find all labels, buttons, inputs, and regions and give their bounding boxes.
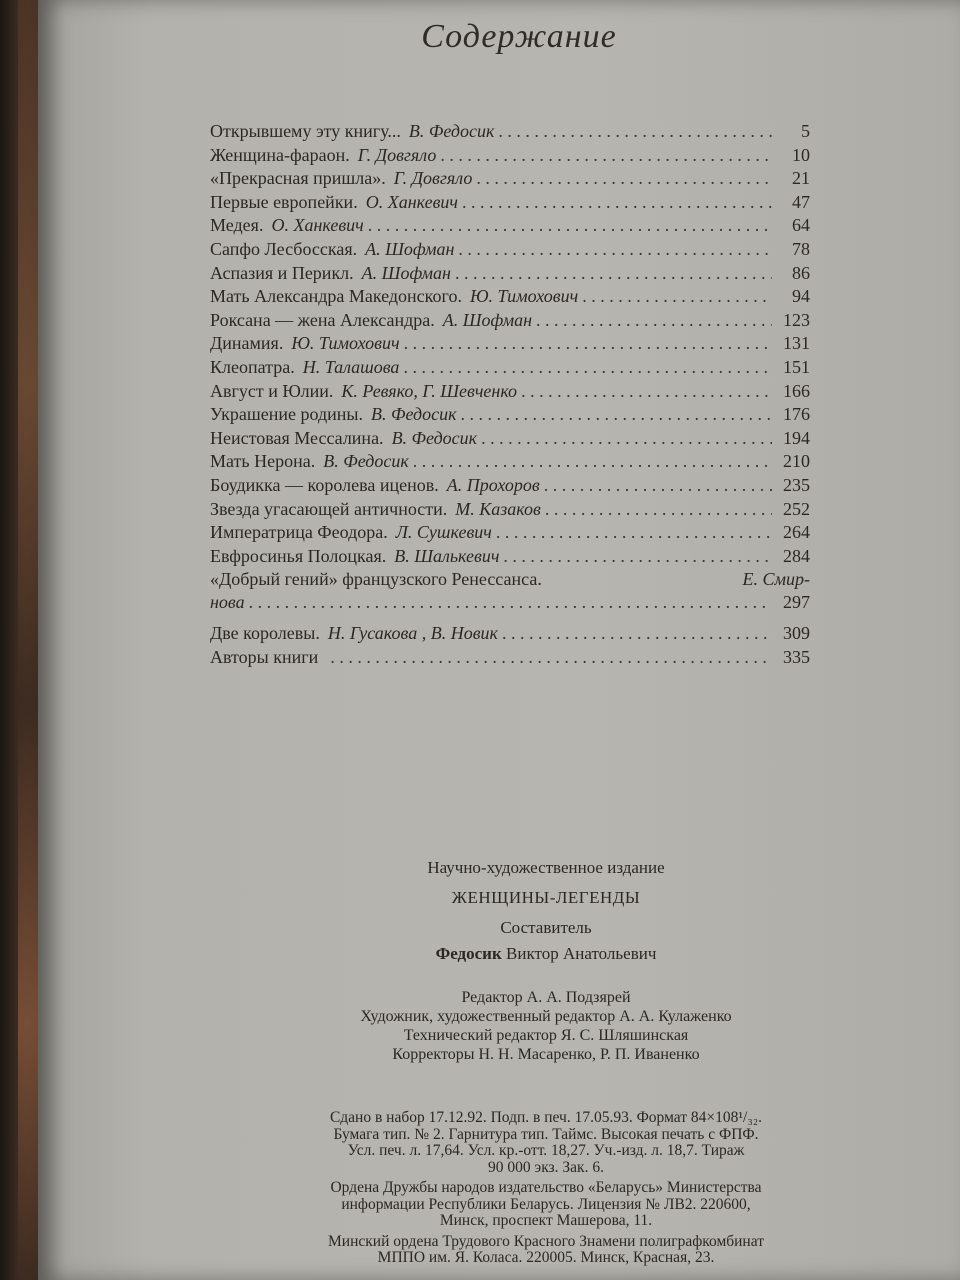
toc-entry-author: В. Федосик: [408, 121, 495, 141]
imprint-genre: Научно-художественное издание: [427, 858, 665, 877]
toc-leader-dots: [440, 144, 772, 166]
toc-entry-page: 5: [801, 121, 810, 141]
toc-entry-title: Украшение родины.: [210, 404, 363, 425]
toc-leader-dots: [582, 285, 772, 307]
toc-entry-title: Звезда угасающей античности.: [210, 498, 448, 519]
toc-entry: [210, 332, 810, 356]
toc-entry-author: В. Шалькевич: [394, 545, 500, 566]
toc-entry-page: 131: [783, 333, 810, 354]
toc-leader-dots: [404, 332, 772, 354]
toc-entry-author: В. Федосик: [371, 404, 457, 425]
toc-leader-dots: [458, 238, 772, 260]
print-detail-line: Усл. печ. л. 17,64. Усл. кр.-отт. 18,27. Уч.-изд. л. 18,7. Тираж: [347, 1142, 745, 1159]
printer-line: Минский ордена Трудового Красного Знамени полиграфкомбинат: [328, 1232, 764, 1250]
toc-entry-author: О. Ханкевич: [271, 215, 364, 236]
imprint-compiler-label: Составитель: [500, 918, 592, 937]
toc-entry-page: 10: [792, 144, 810, 165]
toc-entry-title: Открывшему эту книгу...: [210, 121, 401, 141]
cover-edge: [18, 0, 40, 1280]
toc-entry-page: 309: [783, 623, 810, 644]
toc-entry-title: Евфросинья Полоцкая.: [210, 545, 387, 566]
toc-entry-page: 166: [783, 380, 810, 401]
imprint-staff: [132, 988, 960, 1064]
toc-leader-dots: [413, 450, 772, 472]
toc-entry: [210, 545, 810, 569]
book-page: [38, 0, 960, 1280]
toc-entry-page: 86: [792, 262, 810, 283]
toc-entry-author-continued: нова: [210, 592, 245, 613]
toc-entry-page: 297: [783, 592, 810, 613]
toc-entry-title: Неистовая Мессалина.: [210, 427, 384, 448]
table-of-contents: [210, 120, 810, 669]
toc-entry: [210, 309, 810, 333]
toc-leader-dots: [368, 214, 772, 236]
toc-entry-title: Роксана — жена Александра.: [210, 309, 435, 330]
toc-entry-page: 194: [783, 427, 810, 448]
toc-entry: [210, 167, 810, 191]
print-detail-line: Сдано в набор 17.12.92. Подп. в печ. 17.05.93. Формат 84×108¹/₃₂.: [329, 1109, 763, 1126]
publisher-line: Ордена Дружбы народов издательство «Беларусь» Министерства: [330, 1179, 762, 1196]
toc-entry-page: 176: [783, 404, 810, 425]
toc-entry: [210, 450, 810, 474]
toc-entry-author: А. Шофман: [442, 309, 533, 330]
toc-entry-title: Клеопатра.: [210, 356, 295, 377]
toc-leader-dots: [462, 191, 772, 213]
publisher-line: информации Республики Беларусь. Лицензия № ЛВ2. 220600,: [341, 1195, 751, 1213]
toc-entry-page: 284: [783, 545, 810, 566]
toc-entry-author: М. Казаков: [455, 498, 541, 519]
toc-leader-dots: [330, 646, 772, 668]
toc-entry: [210, 120, 810, 144]
toc-leader-dots: [481, 427, 772, 449]
toc-entry-page: 252: [783, 498, 810, 519]
imprint-compiler-given-names: Виктор Анатольевич: [506, 944, 657, 963]
toc-entry-title: Две королевы.: [210, 623, 320, 644]
toc-entry-page: 235: [783, 474, 810, 495]
toc-entry-title: Сапфо Лесбосская.: [210, 238, 358, 259]
toc-entry-title: Аспазия и Перикл.: [210, 262, 354, 283]
toc-entry-page: 335: [783, 646, 810, 667]
imprint-compiler-name: [132, 944, 960, 964]
imprint-staff-line: Технический редактор Я. С. Шляшинская: [403, 1027, 689, 1044]
toc-entry-author: А. Прохоров: [446, 474, 540, 495]
toc-entry: [210, 238, 810, 262]
toc-entry-title: Медея.: [210, 215, 264, 236]
toc-entry-author: В. Федосик: [323, 451, 409, 472]
toc-entry: [210, 403, 810, 427]
toc-entry-page: 123: [783, 309, 810, 330]
toc-entry-page: 210: [783, 451, 810, 472]
toc-entry-title: Мать Александра Македонского.: [210, 286, 462, 307]
imprint-staff-line: Художник, художественный редактор А. А. Кулаженко: [360, 1008, 732, 1025]
toc-entry-author: Ю. Тимохович: [469, 286, 579, 307]
toc-entry-author: Г. Довгяло: [357, 144, 437, 165]
toc-entry-author: Е. Смир-: [742, 569, 810, 590]
toc-leader-dots: [403, 356, 772, 378]
toc-entry: [210, 521, 810, 545]
toc-entry-author: К. Ревяко, Г. Шевченко: [341, 380, 518, 401]
toc-entry-author: Г. Довгяло: [393, 168, 473, 189]
toc-leader-dots: [498, 120, 772, 142]
printer-line: МППО им. Я. Коласа. 220005. Минск, Красная, 23.: [377, 1249, 715, 1266]
toc-entry: [210, 427, 810, 451]
imprint-compiler-surname: Федосик: [435, 944, 502, 963]
toc-leader-dots: [455, 262, 772, 284]
imprint: [38, 858, 960, 1072]
toc-leader-dots: [536, 309, 772, 331]
toc-entry: [210, 474, 810, 498]
toc-entry: [210, 285, 810, 309]
toc-entry-wrapped: [210, 568, 810, 616]
toc-entry-page: 78: [792, 238, 810, 259]
toc-entry-page: 21: [792, 168, 810, 189]
toc-entry-title: Женщина-фараон.: [210, 144, 350, 165]
toc-entry: [210, 380, 810, 404]
toc-entry-author: Н. Гусакова , В. Новик: [327, 623, 498, 644]
page-title: Содержание: [421, 18, 617, 55]
imprint-staff-line: Редактор А. А. Подзярей: [461, 989, 631, 1006]
toc-entry: [210, 262, 810, 286]
toc-leader-dots: [545, 498, 772, 520]
toc-entry-title: Авторы книги: [210, 646, 319, 667]
toc-entry-author: О. Ханкевич: [365, 191, 458, 212]
imprint-staff-line: Корректоры Н. Н. Масаренко, Р. П. Иваненко: [392, 1046, 700, 1063]
toc-entry-author: Л. Сушкевич: [395, 522, 492, 543]
toc-entry-title: Динамия.: [210, 333, 284, 354]
toc-entry-author: А. Шофман: [365, 238, 455, 259]
print-detail-line: Бумага тип. № 2. Гарнитура тип. Таймс. Высокая печать с ФПФ.: [333, 1125, 759, 1143]
toc-leader-dots: [521, 380, 772, 402]
toc-entry-title: Мать Нерона.: [210, 451, 316, 472]
imprint-print-details: [226, 1110, 866, 1267]
toc-entry-page: 264: [783, 522, 810, 543]
toc-entry: [210, 144, 810, 168]
publisher-line: Минск, проспект Машерова, 11.: [439, 1212, 653, 1229]
toc-entry-title: «Прекрасная пришла».: [210, 168, 386, 189]
toc-entry-author: Н. Талашова: [302, 356, 400, 377]
toc-entry-author: Ю. Тимохович: [291, 333, 400, 354]
toc-entry-title: «Добрый гений» французского Ренессанса.: [210, 569, 542, 590]
toc-leader-dots: [476, 167, 772, 189]
toc-entry-title: Август и Юлии.: [210, 380, 334, 401]
toc-entry-page: 151: [783, 356, 810, 377]
toc-leader-dots: [461, 403, 772, 425]
toc-entry: [210, 356, 810, 380]
toc-leader-dots: [544, 474, 772, 496]
toc-entry-page: 64: [792, 215, 810, 236]
toc-entry: [210, 191, 810, 215]
imprint-book-title: ЖЕНЩИНЫ-ЛЕГЕНДЫ: [451, 888, 641, 907]
toc-entry-page: 47: [792, 191, 810, 212]
toc-entry-title: Первые европейки.: [210, 191, 358, 212]
toc-entry: [210, 622, 810, 646]
toc-entry-author: В. Федосик: [391, 427, 478, 448]
toc-leader-dots: [502, 622, 772, 644]
toc-entry-page: 94: [792, 286, 810, 307]
toc-leader-dots: [249, 591, 772, 616]
toc-leader-dots: [496, 521, 772, 543]
toc-entry-title: Боудикка — королева иценов.: [210, 474, 439, 495]
toc-entry: [210, 498, 810, 522]
toc-entry-title: Императрица Феодора.: [210, 522, 388, 543]
toc-entry: [210, 646, 810, 670]
toc-entry-author: А. Шофман: [361, 262, 451, 283]
print-detail-line: 90 000 экз. Зак. 6.: [488, 1158, 604, 1176]
toc-entry: [210, 214, 810, 238]
toc-leader-dots: [503, 545, 772, 567]
